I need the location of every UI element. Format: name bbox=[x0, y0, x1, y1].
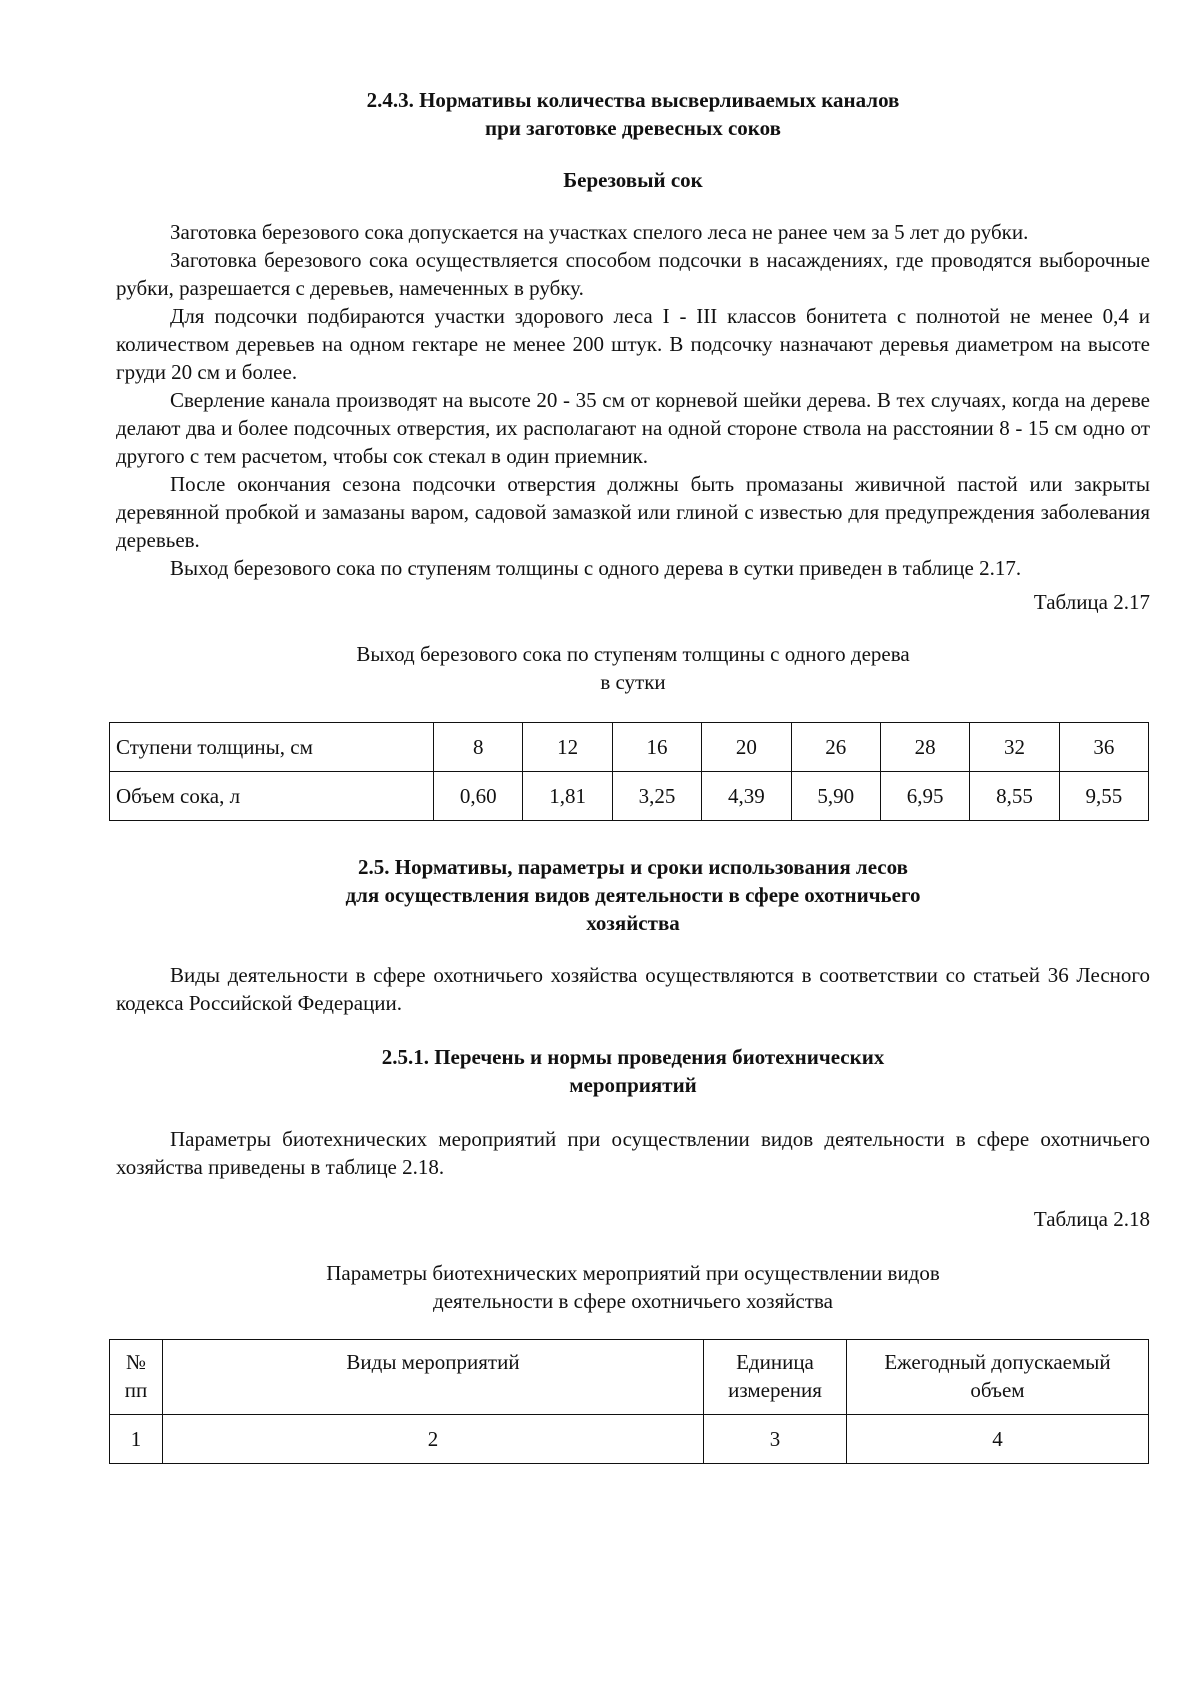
table-cell: 5,90 bbox=[791, 772, 880, 821]
table-cell: 0,60 bbox=[434, 772, 523, 821]
section-251-title-line2: мероприятий bbox=[569, 1073, 697, 1097]
table-217-caption-line2: в сутки bbox=[600, 670, 666, 694]
table-cell: 4 bbox=[847, 1415, 1149, 1464]
header-cell-volume bbox=[847, 1340, 1149, 1415]
header-volume-line2: объем bbox=[970, 1378, 1025, 1402]
table-cell: 12 bbox=[523, 723, 612, 772]
table-cell: 28 bbox=[880, 723, 969, 772]
paragraph: Заготовка березового сока допускается на участках спелого леса не ранее чем за 5 лет до рубки. bbox=[170, 220, 1029, 244]
table-cell: 9,55 bbox=[1059, 772, 1148, 821]
section-25-paragraph: Виды деятельности в сфере охотничьего хозяйства осуществляются в соответствии со статьей 36 Лесного кодекса Российской Федерации. bbox=[116, 963, 1150, 1015]
section-25-title-line3: хозяйства bbox=[586, 911, 680, 935]
section-243-title-line1: 2.4.3. Нормативы количества высверливаемых каналов bbox=[366, 88, 900, 112]
table-cell: 3 bbox=[704, 1415, 847, 1464]
table-cell: 3,25 bbox=[612, 772, 701, 821]
section-243-title-line2: при заготовке древесных соков bbox=[485, 116, 781, 140]
section-25-title-line1: 2.5. Нормативы, параметры и сроки использования лесов bbox=[358, 855, 908, 879]
table-cell-label: Объем сока, л bbox=[110, 772, 434, 821]
header-number-symbol: № bbox=[125, 1350, 147, 1374]
table-cell: 6,95 bbox=[880, 772, 969, 821]
table-cell: 8,55 bbox=[970, 772, 1059, 821]
header-unit-line1: Единица bbox=[736, 1350, 814, 1374]
table-218-caption-line2: деятельности в сфере охотничьего хозяйства bbox=[433, 1289, 833, 1313]
header-volume-line1: Ежегодный допускаемый bbox=[884, 1350, 1111, 1374]
table-cell: 1 bbox=[110, 1415, 163, 1464]
table-cell: 2 bbox=[163, 1415, 704, 1464]
table-cell: 36 bbox=[1059, 723, 1148, 772]
table-cell-label: Ступени толщины, см bbox=[110, 723, 434, 772]
table-cell: 16 bbox=[612, 723, 701, 772]
table-217-caption-line1: Выход березового сока по ступеням толщины с одного дерева bbox=[356, 642, 910, 666]
paragraph: После окончания сезона подсочки отверстия должны быть промазаны живичной пастой или закрыты деревянной пробкой и замазаны варом, садовой замазкой или глиной с известью для предупреждения заболевания деревьев. bbox=[116, 472, 1150, 552]
paragraph: Выход березового сока по ступеням толщины с одного дерева в сутки приведен в таблице 2.17. bbox=[170, 556, 1022, 580]
header-unit-line2: измерения bbox=[728, 1378, 822, 1402]
paragraph: Сверление канала производят на высоте 20 - 35 см от корневой шейки дерева. В тех случаях, когда на дереве делают два и более подсочных отверстия, их располагают на одной стороне ствола на расстоянии 8 - 15 см одно от другого с тем расчетом, чтобы сок стекал в один приемник. bbox=[116, 388, 1150, 468]
section-243-body bbox=[116, 218, 1150, 582]
paragraph: Заготовка березового сока осуществляется способом подсочки в насаждениях, где проводятся выборочные рубки, разрешается с деревьев, намеченных в рубку. bbox=[116, 248, 1150, 300]
section-243-subtitle: Березовый сок bbox=[563, 168, 703, 192]
table-cell: 8 bbox=[434, 723, 523, 772]
section-251-title-line1: 2.5.1. Перечень и нормы проведения биотехнических bbox=[381, 1045, 885, 1069]
table-218 bbox=[109, 1339, 1149, 1464]
paragraph: Для подсочки подбираются участки здорового леса I - III классов бонитета с полнотой не менее 0,4 и количеством деревьев на одном гектаре не менее 200 штук. В подсочку назначают деревья диаметром на высоте груди 20 см и более. bbox=[116, 304, 1150, 384]
table-cell: 26 bbox=[791, 723, 880, 772]
table-218-caption-line1: Параметры биотехнических мероприятий при осуществлении видов bbox=[326, 1261, 940, 1285]
section-25-title-line2: для осуществления видов деятельности в сфере охотничьего bbox=[345, 883, 921, 907]
header-number-abbr: пп bbox=[124, 1378, 148, 1402]
page-content bbox=[116, 86, 1150, 1464]
table-cell: 1,81 bbox=[523, 772, 612, 821]
table-217 bbox=[109, 722, 1149, 821]
table-row bbox=[110, 723, 1149, 772]
table-row bbox=[110, 772, 1149, 821]
header-cell-activity: Виды мероприятий bbox=[163, 1340, 704, 1415]
table-cell: 20 bbox=[702, 723, 791, 772]
header-cell-unit bbox=[704, 1340, 847, 1415]
table-cell: 4,39 bbox=[702, 772, 791, 821]
table-row bbox=[110, 1415, 1149, 1464]
section-251-paragraph: Параметры биотехнических мероприятий при осуществлении видов деятельности в сфере охотничьего хозяйства приведены в таблице 2.18. bbox=[116, 1127, 1150, 1179]
table-218-label: Таблица 2.18 bbox=[1033, 1207, 1150, 1231]
table-217-label: Таблица 2.17 bbox=[1033, 590, 1150, 614]
table-cell: 32 bbox=[970, 723, 1059, 772]
table-header-row bbox=[110, 1340, 1149, 1415]
header-cell-number bbox=[110, 1340, 163, 1415]
